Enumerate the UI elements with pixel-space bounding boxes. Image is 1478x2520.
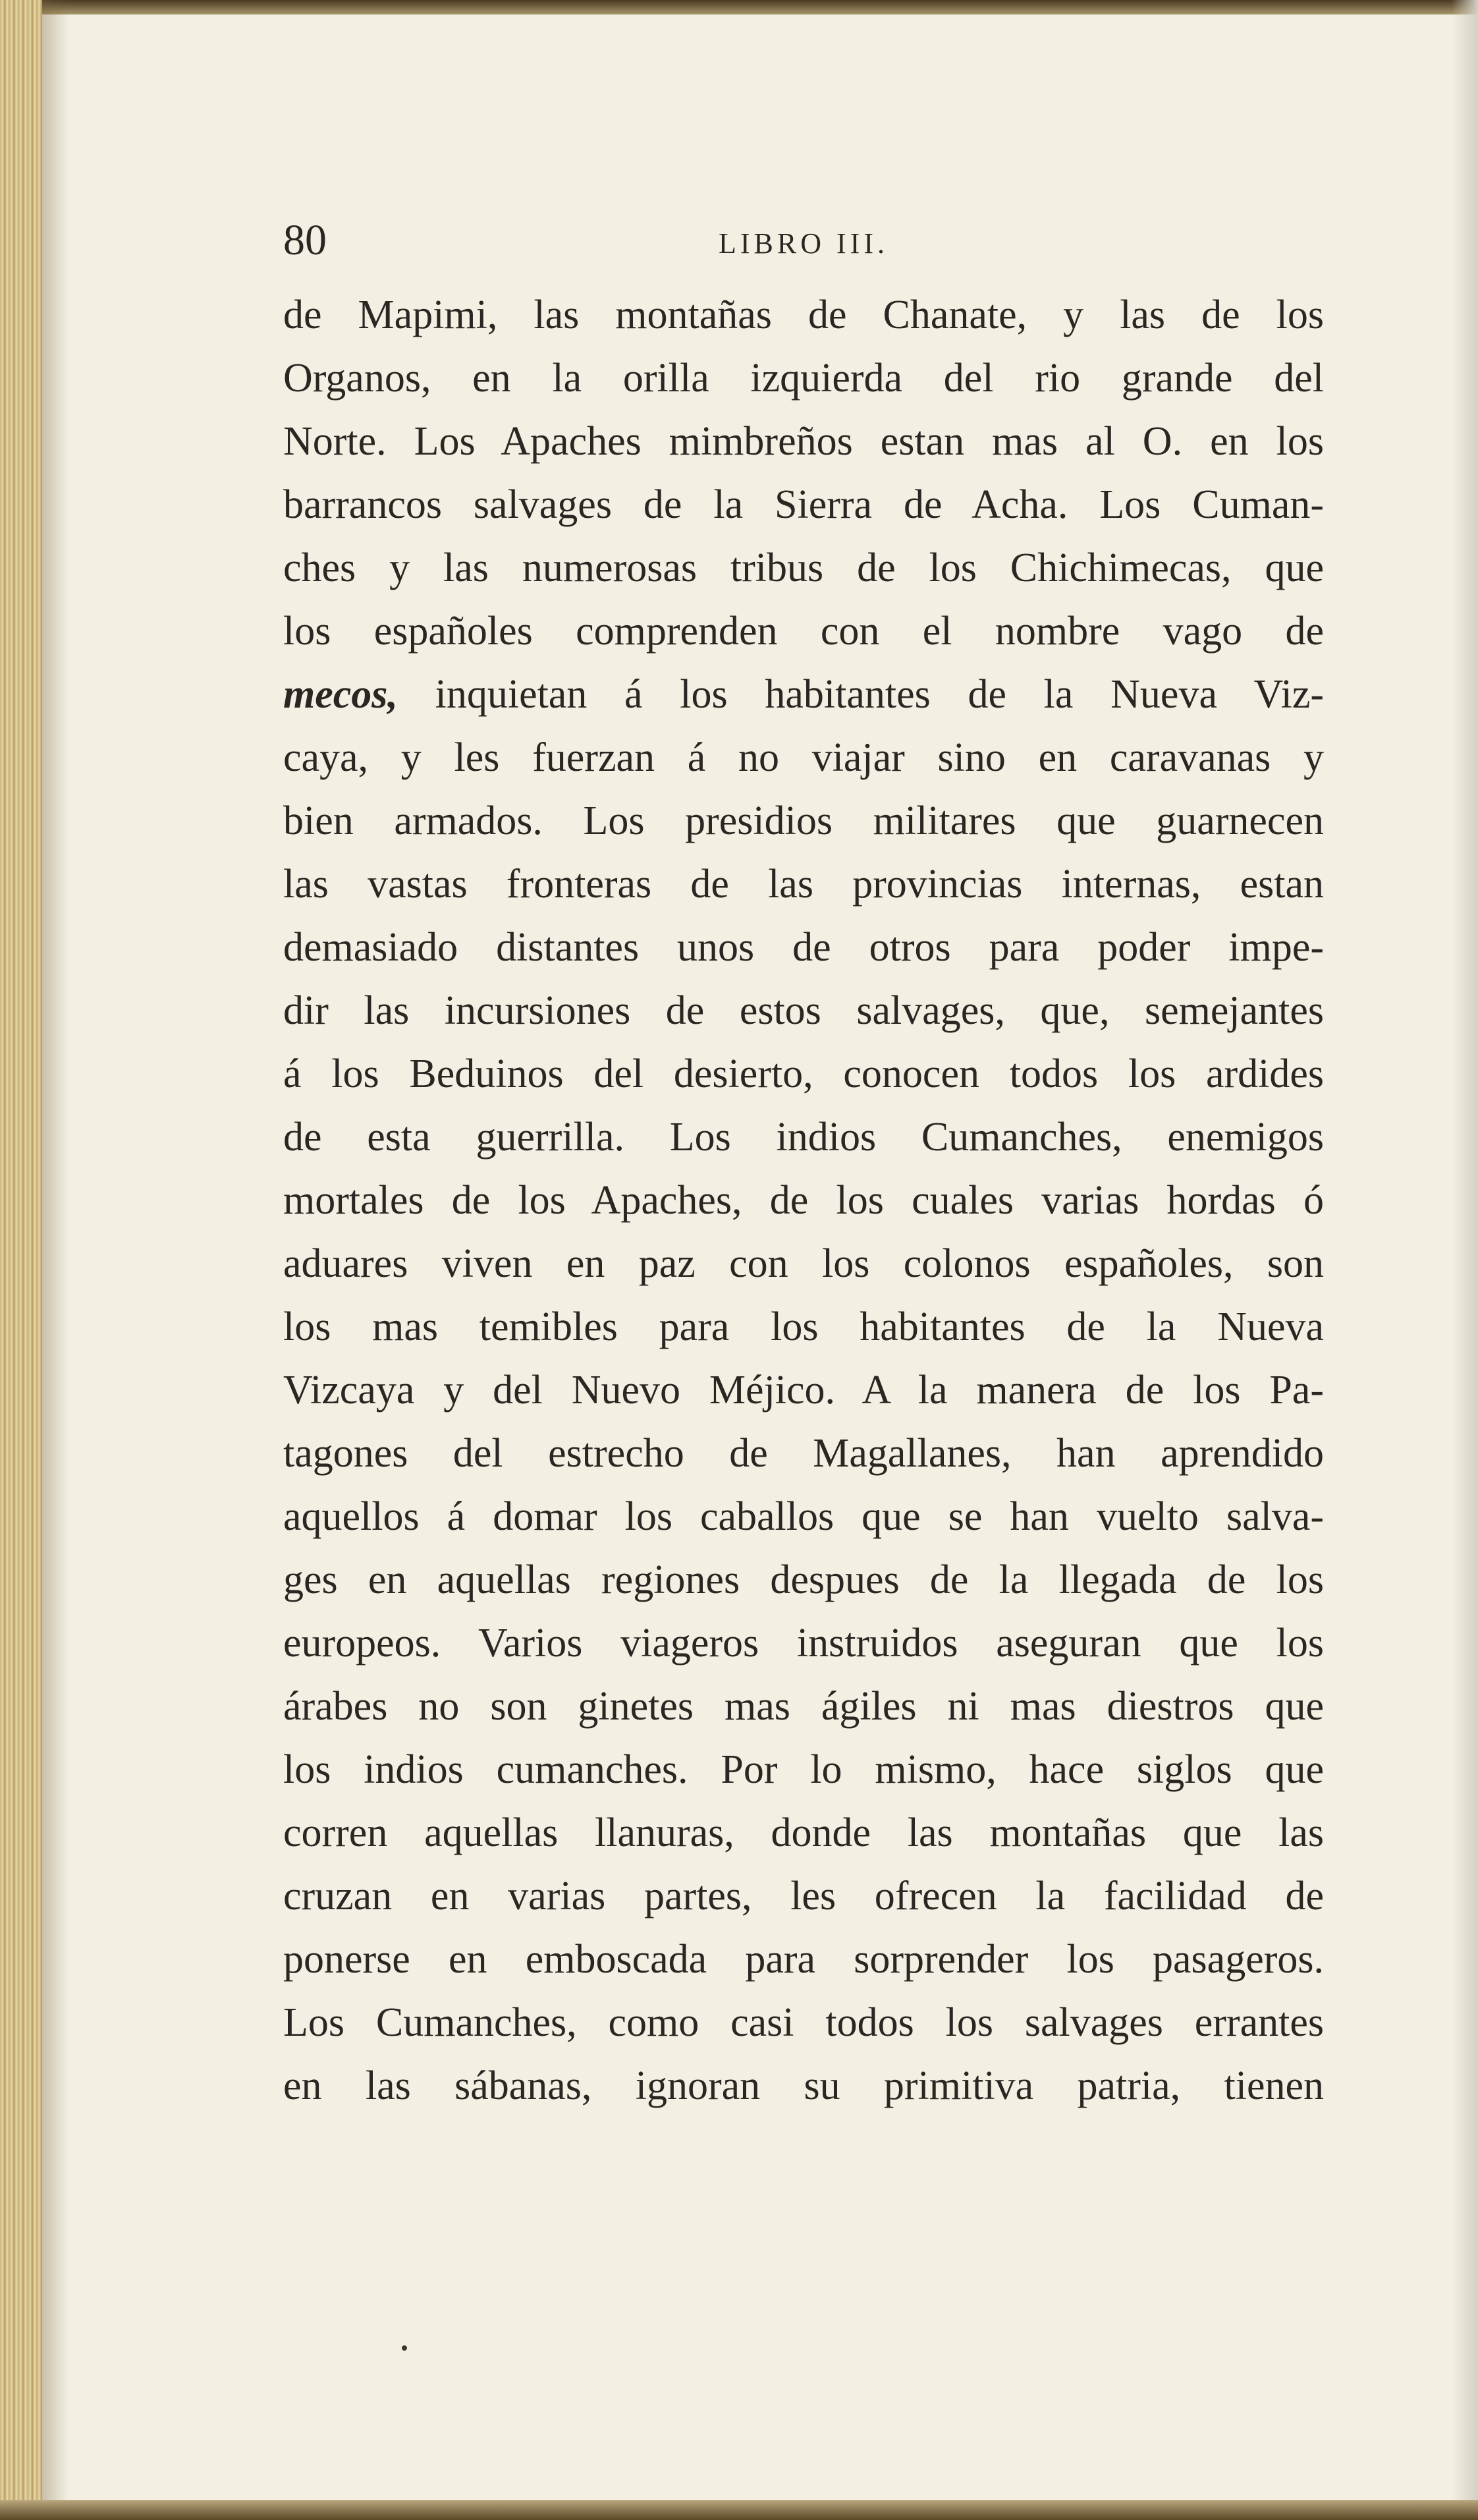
page-bottom-edge (0, 2500, 1478, 2520)
line-text: árabes no son ginetes mas ágiles ni mas diestros que (283, 1684, 1324, 1729)
line-text: aquellos á domar los caballos que se han vuelto salva- (283, 1494, 1324, 1539)
text-line (283, 1358, 1324, 1422)
page-header (283, 211, 1324, 270)
line-text: Norte. Los Apaches mimbreños estan mas al O. en los (283, 419, 1324, 464)
text-line (283, 1738, 1324, 1801)
text-line (283, 916, 1324, 979)
line-text: bien armados. Los presidios militares que guarnecen (283, 798, 1324, 843)
text-line (283, 2054, 1324, 2117)
text-line (283, 789, 1324, 853)
line-text: Organos, en la orilla izquierda del rio grande del (283, 356, 1324, 401)
text-line (283, 1928, 1324, 1991)
line-text: de esta guerrilla. Los indios Cumanches, enemigos (283, 1115, 1324, 1160)
line-text: las vastas fronteras de las provincias internas, estan (283, 862, 1324, 907)
line-text: demasiado distantes unos de otros para poder impe- (283, 925, 1324, 970)
text-line (283, 1485, 1324, 1548)
text-line (283, 1991, 1324, 2054)
line-text: cruzan en varias partes, les ofrecen la facilidad de (283, 1874, 1324, 1918)
italic-word: mecos, (283, 672, 398, 717)
line-text: tagones del estrecho de Magallanes, han aprendido (283, 1431, 1324, 1476)
line-text: dir las incursiones de estos salvages, que, semejantes (283, 988, 1324, 1033)
text-line (283, 663, 1324, 726)
running-head: LIBRO III. (719, 227, 889, 260)
text-line (283, 853, 1324, 916)
line-text: caya, y les fuerzan á no viajar sino en caravanas y (283, 735, 1324, 780)
page-top-edge (0, 0, 1478, 14)
line-text: barrancos salvages de la Sierra de Acha. Los Cuman- (283, 482, 1324, 527)
page-number: 80 (283, 216, 327, 264)
text-line (283, 726, 1324, 789)
text-line (283, 1801, 1324, 1864)
text-line (283, 410, 1324, 473)
body-text (283, 283, 1324, 2117)
text-line (283, 979, 1324, 1042)
line-text: los mas temibles para los habitantes de la Nueva (283, 1304, 1324, 1349)
line-text: los españoles comprenden con el nombre vago de (283, 609, 1324, 654)
line-text: Vizcaya y del Nuevo Méjico. A la manera de los Pa- (283, 1368, 1324, 1413)
text-line (283, 1675, 1324, 1738)
text-line (283, 1548, 1324, 1611)
text-line (283, 1106, 1324, 1169)
text-line (283, 1611, 1324, 1675)
gutter-shadow (42, 0, 68, 2520)
line-text: Los Cumanches, como casi todos los salvages errantes (283, 2000, 1324, 2045)
text-line (283, 1864, 1324, 1928)
line-text: corren aquellas llanuras, donde las montañas que las (283, 1810, 1324, 1855)
line-text: mortales de los Apaches, de los cuales varias hordas ó (283, 1178, 1324, 1223)
text-line (283, 1232, 1324, 1295)
line-text: aduares viven en paz con los colonos españoles, son (283, 1241, 1324, 1286)
text-line (283, 536, 1324, 600)
line-text: europeos. Varios viageros instruidos aseguran que los (283, 1621, 1324, 1666)
text-line (283, 600, 1324, 663)
page-right-edge (1452, 0, 1478, 2520)
text-line (283, 1422, 1324, 1485)
line-text: á los Beduinos del desierto, conocen todos los ardides (283, 1051, 1324, 1096)
text-line (283, 347, 1324, 410)
line-text: inquietan á los habitantes de la Nueva Viz- (397, 672, 1324, 717)
line-text: en las sábanas, ignoran su primitiva patria, tienen (283, 2063, 1324, 2108)
book-spine-edge (0, 0, 42, 2520)
text-line (283, 1169, 1324, 1232)
text-line (283, 473, 1324, 536)
ink-speck (402, 2345, 407, 2351)
line-text: de Mapimi, las montañas de Chanate, y las de los (283, 293, 1324, 337)
text-line (283, 283, 1324, 347)
line-text: los indios cumanches. Por lo mismo, hace siglos que (283, 1747, 1324, 1792)
line-text: ches y las numerosas tribus de los Chichimecas, que (283, 546, 1324, 590)
text-line (283, 1042, 1324, 1106)
line-text: ges en aquellas regiones despues de la llegada de los (283, 1557, 1324, 1602)
text-line (283, 1295, 1324, 1358)
line-text: ponerse en emboscada para sorprender los pasageros. (283, 1937, 1324, 1982)
